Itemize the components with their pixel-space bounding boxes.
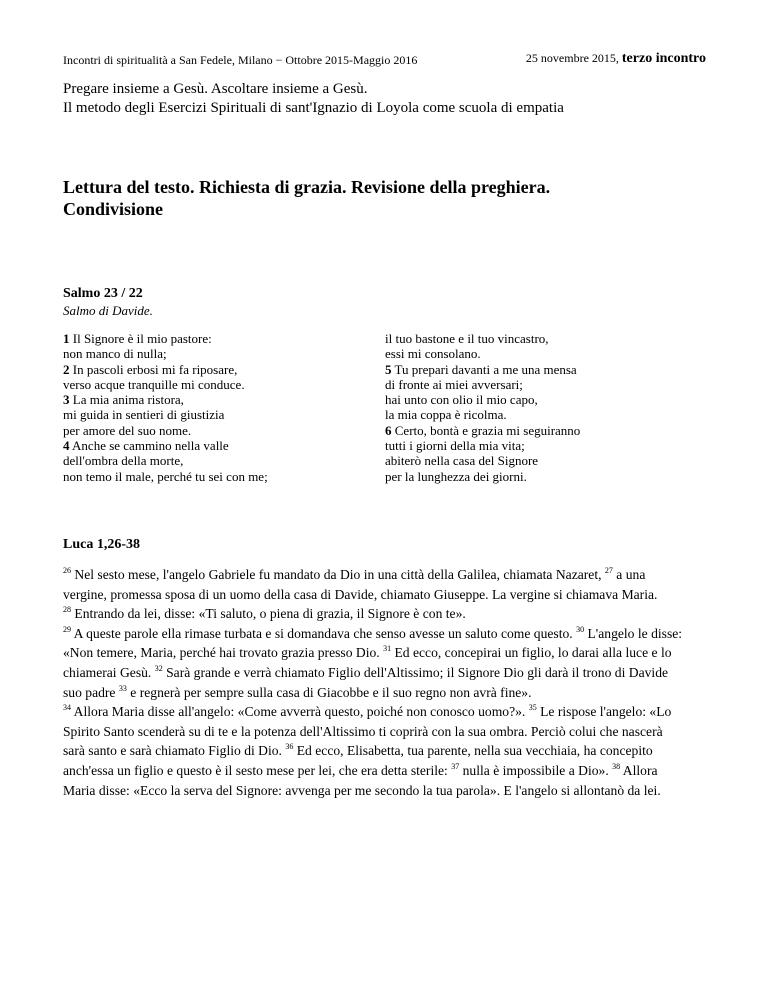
verse-text: Il Signore è il mio pastore: xyxy=(69,331,212,346)
psalm-line xyxy=(63,346,343,361)
verse-text: A queste parole ella rimase turbata e si domandava che senso avesse un saluto come questo. xyxy=(71,625,577,641)
gospel-line xyxy=(63,663,713,683)
psalm-line xyxy=(63,453,343,468)
verse-number: 2 xyxy=(63,361,70,377)
verse-text: anch'essa un figlio e questo è il sesto mese per lei, che era detta sterile: xyxy=(63,762,452,778)
verse-text: hai unto con olio il mio capo, xyxy=(385,392,538,408)
verse-text: In pascoli erbosi mi fa riposare, xyxy=(69,361,238,377)
verse-text: nulla è impossibile a Dio». xyxy=(459,762,613,778)
verse-text: Anche se cammino nella valle xyxy=(69,438,229,454)
psalm-line xyxy=(385,346,685,361)
verse-text: Certo, bontà e grazia mi seguiranno xyxy=(391,422,581,438)
verse-text: Nel sesto mese, l'angelo Gabriele fu mandato da Dio in una città della Galilea, chiamata Nazaret, xyxy=(71,567,605,582)
psalm-subheading: Salmo di Davide. xyxy=(63,303,153,318)
verse-text: Entrando da lei, disse: «Ti saluto, o piena di grazia, il Signore è con te». xyxy=(71,606,466,622)
gospel-line xyxy=(63,585,713,605)
gospel-line xyxy=(63,722,713,742)
header-date xyxy=(526,51,706,67)
gospel-line xyxy=(63,741,713,761)
psalm-line xyxy=(63,331,343,346)
verse-number: 30 xyxy=(576,624,585,634)
header-date-text: 25 novembre 2015, xyxy=(525,51,619,65)
verse-number: 36 xyxy=(285,742,294,752)
psalm-line xyxy=(63,362,343,377)
verse-text: La mia anima ristora, xyxy=(69,392,184,408)
verse-text: mi guida in sentieri di giustizia xyxy=(63,407,225,423)
psalm-line xyxy=(385,377,685,392)
gospel-text xyxy=(63,565,713,800)
psalm-line xyxy=(63,407,343,422)
psalm-line xyxy=(385,438,685,453)
verse-number: 27 xyxy=(604,566,613,575)
psalm-line xyxy=(385,362,685,377)
gospel-line xyxy=(63,604,713,624)
verse-number: 35 xyxy=(528,703,537,713)
page-title-line-1: Lettura del testo. Richiesta di grazia. Revisione della preghiera. xyxy=(63,177,551,197)
psalm-column-right xyxy=(385,331,685,484)
psalm-line xyxy=(385,469,685,484)
verse-text: Tu prepari davanti a me una mensa xyxy=(391,361,577,377)
verse-text: il tuo bastone e il tuo vincastro, xyxy=(385,331,549,346)
verse-text: la mia coppa è ricolma. xyxy=(385,407,507,423)
verse-number: 4 xyxy=(63,438,70,454)
gospel-heading: Luca 1,26-38 xyxy=(63,537,140,552)
header-session-label: terzo incontro xyxy=(621,51,706,66)
verse-text: non temo il male, perché tu sei con me; xyxy=(63,468,268,484)
verse-number: 28 xyxy=(63,605,71,615)
verse-text: chiamerai Gesù. xyxy=(63,664,155,680)
verse-text: Le rispose l'angelo: «Lo xyxy=(536,704,672,720)
verse-text: Ed ecco, Elisabetta, tua parente, nella sua vecchiaia, ha concepito xyxy=(293,743,653,759)
verse-text: essi mi consolano. xyxy=(385,346,481,362)
verse-text: vergine, promessa sposa di un uomo della casa di Davide, chiamato Giuseppe. La vergine si chiamava Maria. xyxy=(63,586,658,602)
gospel-line xyxy=(63,565,713,585)
verse-text: suo padre xyxy=(63,684,119,700)
verse-text: per la lunghezza dei giorni. xyxy=(385,468,527,484)
psalm-line xyxy=(385,331,685,346)
verse-number: 33 xyxy=(118,683,127,693)
verse-text: e regnerà per sempre sulla casa di Giacobbe e il suo regno non avrà fine». xyxy=(126,684,532,700)
header-series-title: Incontri di spiritualità a San Fedele, Milano − Ottobre 2015-Maggio 2016 xyxy=(63,53,418,67)
gospel-line xyxy=(63,624,713,644)
verse-text: Allora xyxy=(620,762,658,778)
page-title xyxy=(63,176,663,220)
verse-number: 1 xyxy=(63,331,70,346)
psalm-line xyxy=(63,377,343,392)
verse-number: 31 xyxy=(383,644,392,654)
verse-number: 5 xyxy=(385,361,392,377)
verse-text: tutti i giorni della mia vita; xyxy=(385,438,525,454)
psalm-heading: Salmo 23 / 22 xyxy=(63,286,143,301)
gospel-line xyxy=(63,761,713,781)
verse-text: «Non temere, Maria, perché hai trovato grazia presso Dio. xyxy=(63,645,384,661)
verse-number: 6 xyxy=(385,422,392,438)
psalm-line xyxy=(63,438,343,453)
verse-number: 34 xyxy=(63,703,71,713)
psalm-line xyxy=(385,423,685,438)
verse-text: Sarà grande e verrà chiamato Figlio dell'Altissimo; il Signore Dio gli darà il trono di Davide xyxy=(162,664,669,680)
verse-text: Allora Maria disse all'angelo: «Come avverrà questo, poiché non conosco uomo?». xyxy=(71,704,529,720)
verse-text: di fronte ai miei avversari; xyxy=(385,376,523,392)
psalm-line xyxy=(63,469,343,484)
verse-number: 26 xyxy=(63,566,71,575)
verse-text: L'angelo le disse: xyxy=(584,625,683,641)
gospel-line xyxy=(63,643,713,663)
verse-text: Maria disse: «Ecco la serva del Signore: avvenga per me secondo la tua parola». E l'angelo si allontanò da lei. xyxy=(63,782,661,798)
verse-text: non manco di nulla; xyxy=(63,346,167,362)
verse-number: 29 xyxy=(63,624,71,634)
psalm-line xyxy=(63,392,343,407)
page-title-line-2: Condivisione xyxy=(63,199,164,219)
psalm-line xyxy=(385,407,685,422)
psalm-line xyxy=(385,453,685,468)
verse-text: sarà santo e sarà chiamato Figlio di Dio. xyxy=(63,743,286,759)
psalm-line xyxy=(63,423,343,438)
verse-number: 3 xyxy=(63,392,70,408)
document-subtitle xyxy=(63,80,564,118)
verse-number: 37 xyxy=(451,761,460,771)
gospel-line xyxy=(63,781,713,801)
verse-text: Ed ecco, concepirai un figlio, lo darai alla luce e lo xyxy=(391,645,672,661)
gospel-line xyxy=(63,702,713,722)
subtitle-line-2: Il metodo degli Esercizi Spirituali di sant'Ignazio di Loyola come scuola di empatia xyxy=(63,100,564,116)
verse-text: per amore del suo nome. xyxy=(63,422,192,438)
subtitle-line-1: Pregare insieme a Gesù. Ascoltare insieme a Gesù. xyxy=(63,81,368,97)
verse-text: Spirito Santo scenderà su di te e la potenza dell'Altissimo ti coprirà con la sua ombra. Perciò colui che nascerà xyxy=(63,723,663,739)
psalm-column-left xyxy=(63,331,343,484)
gospel-line xyxy=(63,683,713,703)
verse-number: 38 xyxy=(612,761,621,771)
psalm-line xyxy=(385,392,685,407)
verse-text: dell'ombra della morte, xyxy=(63,453,184,469)
verse-text: abiterò nella casa del Signore xyxy=(385,453,539,469)
verse-text: verso acque tranquille mi conduce. xyxy=(63,376,245,392)
verse-number: 32 xyxy=(154,663,163,673)
verse-text: a una xyxy=(612,567,646,582)
